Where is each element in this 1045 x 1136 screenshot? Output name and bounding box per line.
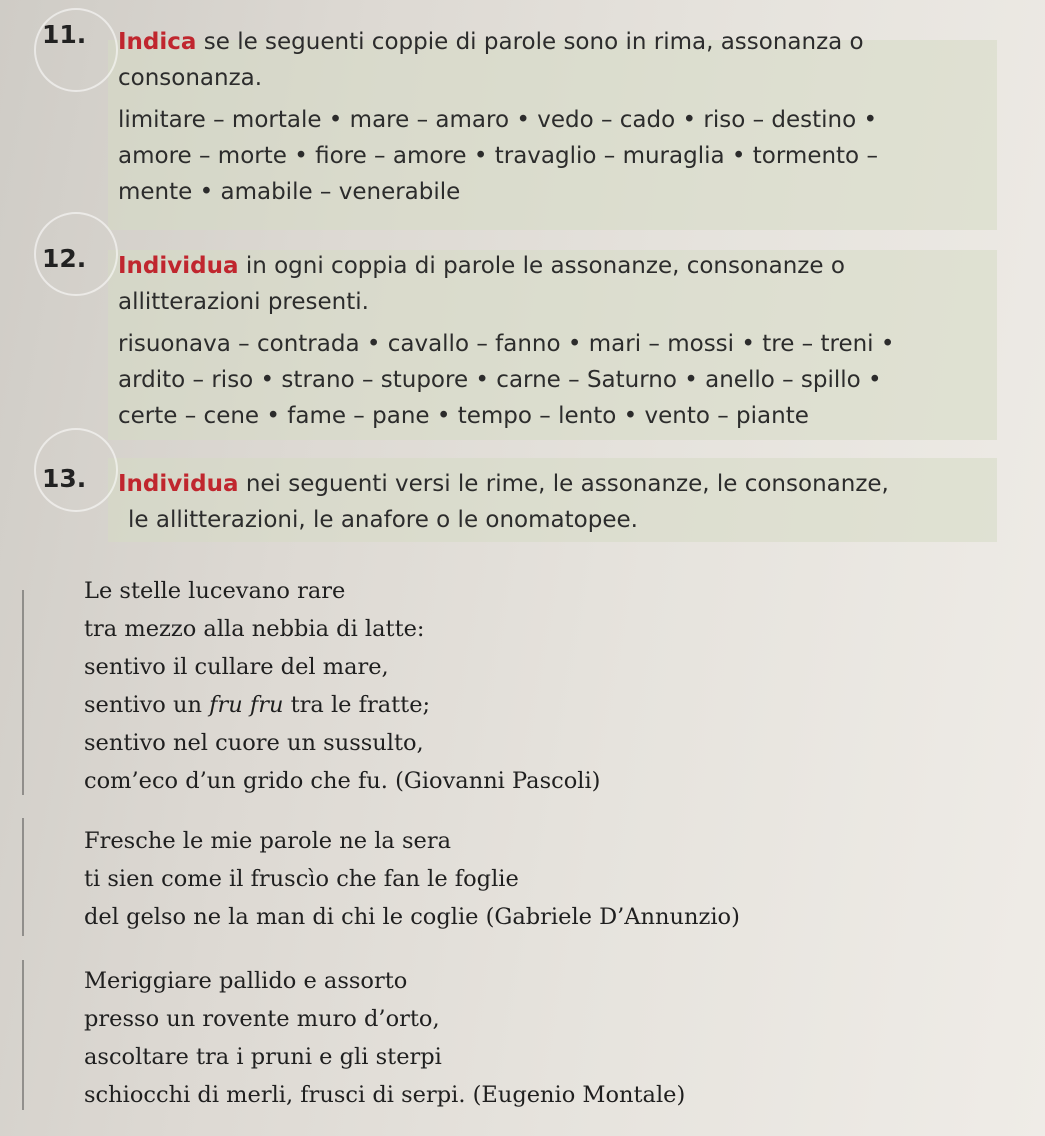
poem-line: sentivo il cullare del mare, — [84, 654, 389, 680]
exercise-12-prompt: Individua in ogni coppia di parole le assonanze, consonanze o — [118, 253, 845, 279]
exercise-11-number: 11. — [42, 20, 87, 49]
exercise-11-verb: Indica — [118, 29, 197, 55]
poem-line: com’eco d’un grido che fu. (Giovanni Pascoli) — [84, 768, 601, 794]
exercise-12-text — [118, 248, 894, 434]
poem-line: presso un rovente muro d’orto, — [84, 1006, 440, 1032]
exercise-12-words-line: ardito – riso • strano – stupore • carne – Saturno • anello – spillo • — [118, 367, 882, 393]
exercise-11-text — [118, 24, 878, 210]
poem-pascoli — [84, 572, 600, 800]
poem-line: sentivo nel cuore un sussulto, — [84, 730, 424, 756]
exercise-13-verb: Individua — [118, 471, 239, 497]
poem-line: tra mezzo alla nebbia di latte: — [84, 616, 425, 642]
poem-line: Fresche le mie parole ne la sera — [84, 828, 451, 854]
onomatopoeia-italic: fru fru — [209, 692, 284, 718]
exercise-13-prompt-line2: le allitterazioni, le anafore o le onomatopee. — [128, 507, 638, 533]
exercise-12-words-line: certe – cene • fame – pane • tempo – lento • vento – piante — [118, 403, 809, 429]
poem-line: ascoltare tra i pruni e gli sterpi — [84, 1044, 442, 1070]
poem-line: del gelso ne la man di chi le coglie (Gabriele D’Annunzio) — [84, 904, 740, 930]
poem-line: Le stelle lucevano rare — [84, 578, 346, 604]
exercise-12-words-line: risuonava – contrada • cavallo – fanno • mari – mossi • tre – treni • — [118, 331, 895, 357]
exercise-12-number: 12. — [42, 244, 87, 273]
exercise-11-words-line: mente • amabile – venerabile — [118, 179, 461, 205]
exercise-12-prompt-line2: allitterazioni presenti. — [118, 289, 369, 315]
exercise-11-prompt: Indica se le seguenti coppie di parole sono in rima, assonanza o — [118, 29, 864, 55]
exercise-13-text — [118, 466, 889, 538]
exercise-12-verb: Individua — [118, 253, 239, 279]
poem-dannunzio — [84, 822, 740, 936]
poem-line: schiocchi di merli, frusci di serpi. (Eugenio Montale) — [84, 1082, 686, 1108]
poem-line: ti sien come il fruscìo che fan le foglie — [84, 866, 519, 892]
poem-montale — [84, 962, 685, 1114]
exercise-13-prompt: Individua nei seguenti versi le rime, le assonanze, le consonanze, — [118, 471, 889, 497]
poem-dannunzio-bar — [22, 818, 24, 936]
poem-line: sentivo un fru fru tra le fratte; — [84, 692, 431, 718]
exercise-11-prompt-line2: consonanza. — [118, 65, 263, 91]
poem-pascoli-bar — [22, 590, 24, 795]
exercise-13-number: 13. — [42, 464, 87, 493]
poem-line: Meriggiare pallido e assorto — [84, 968, 408, 994]
poem-montale-bar — [22, 960, 24, 1110]
exercise-11-words-line: amore – morte • fiore – amore • travaglio – muraglia • tormento – — [118, 143, 878, 169]
exercise-11-words-line: limitare – mortale • mare – amaro • vedo – cado • riso – destino • — [118, 107, 878, 133]
